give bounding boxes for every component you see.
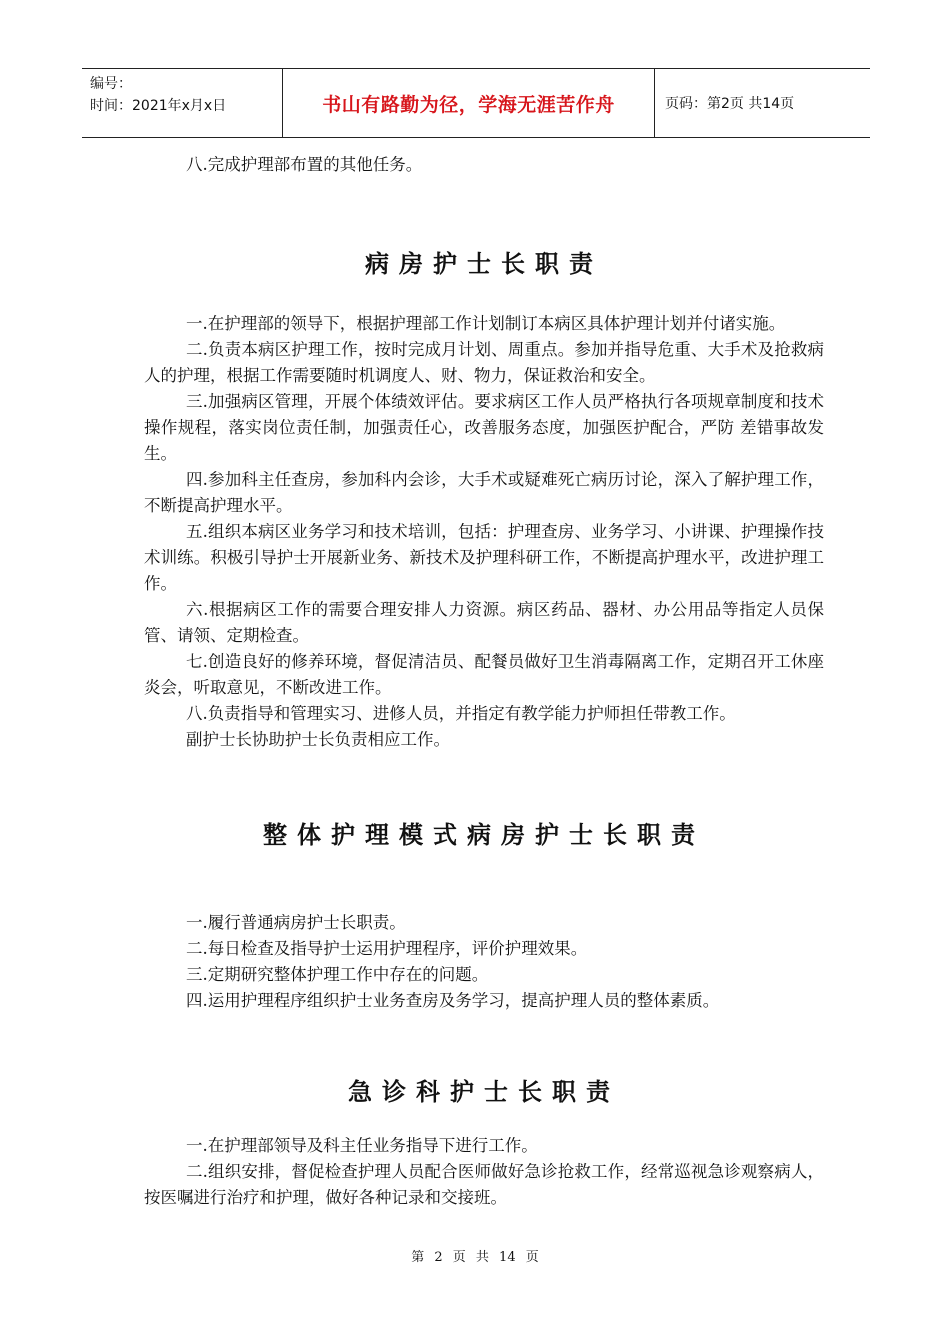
section1-para: 四.参加科主任查房，参加科内会诊，大手术或疑难死亡病历讨论，深入了解护理工作，不断提高护理水平。: [144, 470, 824, 515]
section1-title: 病房护士长职责: [365, 250, 603, 278]
section2-para: 二.每日检查及指导护士运用护理程序，评价护理效果。: [186, 939, 588, 958]
page-footer: 第 2 页 共 14 页: [411, 1250, 539, 1265]
document-body: [144, 152, 824, 1211]
section3-title: 急诊科护士长职责: [348, 1078, 620, 1106]
section1-para: 副护士长协助护士长负责相应工作。: [186, 730, 450, 749]
section1-para: 二.负责本病区护理工作，按时完成月计划、周重点。参加并指导危重、大手术及抢救病人的护理，根据工作需要随时机调度人、财、物力，保证救治和安全。: [144, 340, 824, 385]
section3-para: 一.在护理部领导及科主任业务指导下进行工作。: [186, 1136, 538, 1155]
section3-para: 二.组织安排，督促检查护理人员配合医师做好急诊抢救工作，经常巡视急诊观察病人，按医嘱进行治疗和护理，做好各种记录和交接班。: [144, 1162, 824, 1207]
section2-para: 四.运用护理程序组织护士业务查房及务学习，提高护理人员的整体素质。: [186, 991, 720, 1010]
header-motto: 书山有路勤为径，学海无涯苦作舟: [282, 69, 655, 137]
section2-para: 三.定期研究整体护理工作中存在的问题。: [186, 965, 489, 984]
section1-para: 五.组织本病区业务学习和技术培训，包括：护理查房、业务学习、小讲课、护理操作技术训练。积极引导护士开展新业务、新技术及护理科研工作，不断提高护理水平，改进护理工作。: [144, 522, 824, 593]
section1-para: 三.加强病区管理，开展个体绩效评估。要求病区工作人员严格执行各项规章制度和技术操作规程，落实岗位责任制，加强责任心，改善服务态度，加强医护配合，严防 差错事故发生。: [144, 392, 824, 463]
header-page-info: 页码：第2页 共14页: [665, 96, 795, 112]
top-line: 八.完成护理部布置的其他任务。: [186, 155, 423, 174]
number-label: 编号：: [90, 76, 132, 92]
section3-body: [144, 1133, 824, 1211]
section1-para: 八.负责指导和管理实习、进修人员，并指定有教学能力护师担任带教工作。: [186, 704, 736, 723]
header-table: [82, 68, 870, 138]
section1-body: [144, 311, 824, 753]
section1-para: 六.根据病区工作的需要合理安排人力资源。病区药品、器材、办公用品等指定人员保管、请领、定期检查。: [144, 600, 824, 645]
header-meta-cell: [82, 69, 282, 137]
time-label: 时间：2021年x月x日: [90, 98, 227, 114]
section1-para: 一.在护理部的领导下，根据护理部工作计划制订本病区具体护理计划并付诸实施。: [186, 314, 786, 333]
section2-body: [144, 910, 824, 1014]
section1-para: 七.创造良好的修养环境，督促清洁员、配餐员做好卫生消毒隔离工作，定期召开工休座炎会，听取意见，不断改进工作。: [144, 652, 824, 697]
section2-para: 一.履行普通病房护士长职责。: [186, 913, 406, 932]
section2-title: 整体护理模式病房护士长职责: [263, 821, 705, 849]
